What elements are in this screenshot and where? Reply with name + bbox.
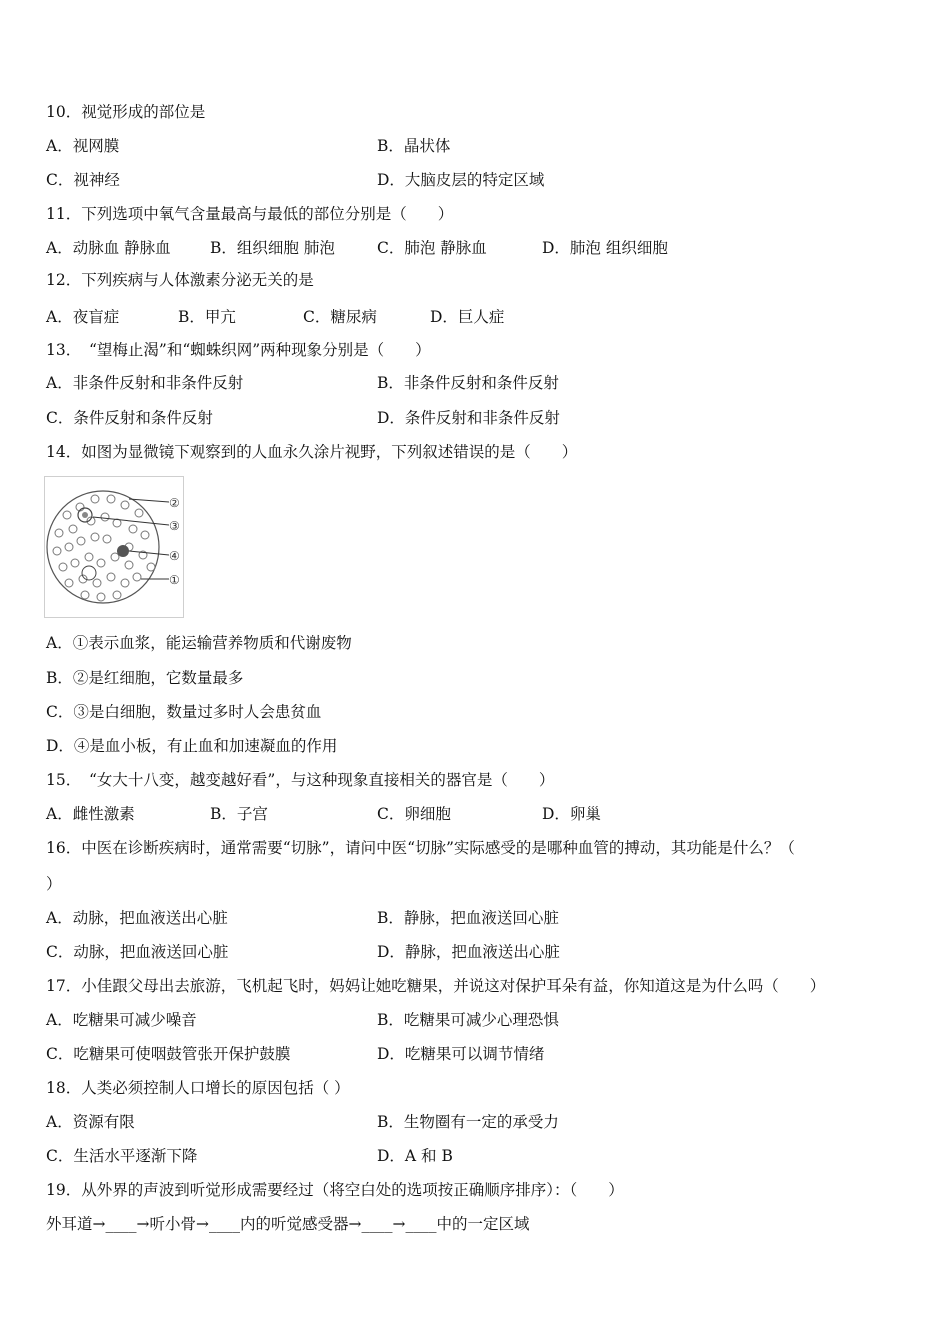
q12-option-a: A．夜盲症 (46, 308, 120, 326)
q13-option-d: D．条件反射和非条件反射 (377, 409, 560, 427)
q11-stem: 11．下列选项中氧气含量最高与最低的部位分别是（ ） (46, 205, 454, 223)
q17-option-b: B．吃糖果可减少心理恐惧 (377, 1011, 559, 1029)
q18-option-a: A．资源有限 (46, 1113, 135, 1131)
q11-option-b: B．组织细胞 肺泡 (210, 239, 335, 257)
q10-option-b: B．晶状体 (377, 137, 451, 155)
q15-option-d: D．卵巢 (542, 805, 601, 823)
q10-option-c: C．视神经 (46, 171, 120, 189)
q12-option-b: B．甲亢 (178, 308, 236, 326)
q15-option-c: C．卵细胞 (377, 805, 451, 823)
q13-option-b: B．非条件反射和条件反射 (377, 374, 559, 392)
q10-stem: 10．视觉形成的部位是 (46, 103, 206, 121)
q16-stem: 16．中医在诊断疾病时，通常需要“切脉”，请问中医“切脉”实际感受的是哪种血管的搏动，其功能是什么？（ (46, 839, 795, 857)
q16-option-a: A．动脉，把血液送出心脏 (46, 909, 228, 927)
q18-option-d: D．A 和 B (377, 1147, 453, 1165)
q10-option-a: A．视网膜 (46, 137, 120, 155)
q14-stem: 14．如图为显微镜下观察到的人血永久涂片视野，下列叙述错误的是（ ） (46, 443, 578, 461)
q18-option-c: C．生活水平逐渐下降 (46, 1147, 198, 1165)
q14-option-b: B．②是红细胞，它数量最多 (46, 669, 244, 687)
q12-stem: 12．下列疾病与人体激素分泌无关的是 (46, 271, 314, 289)
q10-option-d: D．大脑皮层的特定区域 (377, 171, 545, 189)
q17-option-d: D．吃糖果可以调节情绪 (377, 1045, 545, 1063)
q13-stem: 13． “望梅止渴”和“蜘蛛织网”两种现象分别是（ ） (46, 341, 431, 359)
q13-option-c: C．条件反射和条件反射 (46, 409, 213, 427)
q14-option-d: D．④是血小板，有止血和加速凝血的作用 (46, 737, 338, 755)
q19-stem: 19．从外界的声波到听觉形成需要经过（将空白处的选项按正确顺序排序）：（ ） (46, 1181, 624, 1199)
q15-stem: 15． “女大十八变，越变越好看”，与这种现象直接相关的器官是（ ） (46, 771, 555, 789)
q16-option-d: D．静脉，把血液送出心脏 (377, 943, 560, 961)
q12-option-c: C．糖尿病 (303, 308, 377, 326)
q12-option-d: D．巨人症 (430, 308, 505, 326)
figure-label-4: ④ (169, 549, 180, 563)
q14-option-c: C．③是白细胞，数量过多时人会患贫血 (46, 703, 322, 721)
q19-sequence: 外耳道→____→听小骨→____内的听觉感受器→____→____中的一定区域 (46, 1215, 530, 1233)
blood-smear-figure (44, 476, 184, 618)
q11-option-c: C．肺泡 静脉血 (377, 239, 487, 257)
q13-option-a: A．非条件反射和非条件反射 (46, 374, 244, 392)
figure-label-2: ② (169, 496, 180, 510)
q18-stem: 18．人类必须控制人口增长的原因包括（ ） (46, 1079, 350, 1097)
q17-option-a: A．吃糖果可减少噪音 (46, 1011, 197, 1029)
q11-option-a: A．动脉血 静脉血 (46, 239, 171, 257)
q14-option-a: A．①表示血浆，能运输营养物质和代谢废物 (46, 634, 352, 652)
q18-option-b: B．生物圈有一定的承受力 (377, 1113, 559, 1131)
figure-label-3: ③ (169, 519, 180, 533)
q16-option-c: C．动脉，把血液送回心脏 (46, 943, 229, 961)
blood-smear-svg (45, 477, 183, 617)
figure-label-1: ① (169, 573, 180, 587)
q15-option-b: B．子宫 (210, 805, 268, 823)
q11-option-d: D．肺泡 组织细胞 (542, 239, 668, 257)
q16-option-b: B．静脉，把血液送回心脏 (377, 909, 559, 927)
q17-option-c: C．吃糖果可使咽鼓管张开保护鼓膜 (46, 1045, 291, 1063)
q17-stem: 17．小佳跟父母出去旅游，飞机起飞时，妈妈让她吃糖果，并说这对保护耳朵有益，你知道这是为什么吗（ ） (46, 977, 826, 995)
q16-stem-end: ） (46, 875, 62, 893)
q15-option-a: A．雌性激素 (46, 805, 135, 823)
